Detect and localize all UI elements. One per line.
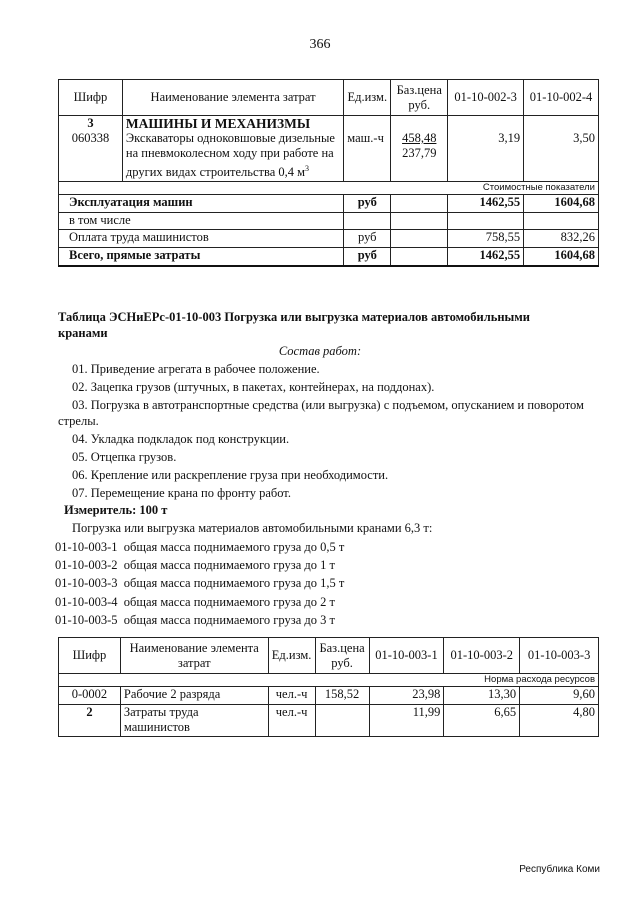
header-name: Наименование элемента затрат [122,80,343,116]
row-unit: руб [344,230,391,248]
row-name: Рабочие 2 разряда [120,687,268,705]
work-item: 02. Зацепка грузов (штучных, в пакетах, контейнерах, на поддонах). [72,380,435,394]
list-item-text: общая масса поднимаемого груза до 3 т [123,613,335,627]
item-value-1: 3,19 [448,116,524,182]
work-item: 07. Перемещение крана по фронту работ. [72,486,291,500]
row-unit: чел.-ч [268,687,315,705]
resource-table-1 [58,79,599,267]
header-code: Шифр [59,80,123,116]
cost-label: Стоимостные показатели [59,182,599,195]
list-item-text: общая масса поднимаемого груза до 1,5 т [123,576,345,590]
table-heading [58,309,578,341]
row-name-line: машинистов [123,720,190,734]
table-row [59,213,599,230]
list-item [55,557,335,573]
table-header-row [59,80,599,116]
table-row [59,195,599,213]
resource-table-2 [58,637,599,737]
work-item: 04. Укладка подкладок под конструкции. [72,432,290,446]
works-title: Состав работ: [278,344,362,358]
row-value-2: 832,26 [524,230,599,248]
row-value-2: 13,30 [444,687,520,705]
row-unit: руб [344,195,391,213]
list-item-code: 01-10-003-3 [55,576,118,590]
header-price: Баз.цена руб. [391,80,448,116]
item-unit: маш.-ч [344,116,391,182]
list-item-code: 01-10-003-5 [55,613,118,627]
list-item-text: общая масса поднимаемого груза до 0,5 т [123,540,345,554]
row-name: в том числе [59,213,344,230]
item-name-line: Экскаваторы одноковшовые дизельные [125,131,335,145]
header-price: Баз.цена руб. [315,638,369,674]
row-value-1: 1462,55 [448,195,524,213]
row-price [315,705,369,737]
row-value-1: 1462,55 [448,248,524,266]
item-name-line: на пневмоколесном ходу при работе на [125,146,334,160]
list-item [55,594,335,610]
section-title: МАШИНЫ И МЕХАНИЗМЫ [125,116,311,131]
row-code: 2 [59,705,121,737]
row-value-2: 1604,68 [524,195,599,213]
header-col-1: 01-10-002-3 [448,80,524,116]
section-code: 3 [87,116,94,130]
header-col-2: 01-10-003-2 [444,638,520,674]
table-row [59,705,599,737]
table-header-row [59,638,599,674]
item-name-sup: 3 [305,164,310,173]
work-item: 06. Крепление или раскрепление груза при необходимости. [72,468,389,482]
header-name: Наименование элемента затрат [120,638,268,674]
list-item [55,612,335,628]
header-unit: Ед.изм. [344,80,391,116]
list-item [55,575,344,591]
list-item [55,539,344,555]
row-value-3: 9,60 [520,687,599,705]
header-col-1: 01-10-003-1 [369,638,444,674]
norm-label: Норма расхода ресурсов [59,674,599,687]
footer-region: Республика Коми [519,864,600,875]
work-item: 01. Приведение агрегата в рабочее положение. [72,362,320,376]
item-name-line: других видах строительства 0,4 м [125,165,306,180]
table-row [59,687,599,705]
row-unit: чел.-ч [268,705,315,737]
row-value-1: 758,55 [448,230,524,248]
work-item: стрелы. [58,414,99,428]
list-item-code: 01-10-003-4 [55,595,118,609]
header-unit: Ед.изм. [268,638,315,674]
item-price-2: 237,79 [402,146,437,160]
row-value-3: 4,80 [520,705,599,737]
row-name: Эксплуатация машин [59,195,344,213]
measure-unit: Измеритель: 100 т [64,503,168,517]
row-unit: руб [344,248,391,266]
page-number: 366 [309,37,331,52]
row-value-1: 23,98 [369,687,444,705]
row-value-2: 6,65 [444,705,520,737]
header-code: Шифр [59,638,121,674]
list-item-text: общая масса поднимаемого груза до 2 т [123,595,335,609]
item-price-1: 458,48 [402,131,437,145]
list-item-code: 01-10-003-1 [55,540,118,554]
row-value-1: 11,99 [369,705,444,737]
work-item: 03. Погрузка в автотранспортные средства (или выгрузка) с подъемом, опусканием и поворотом [72,398,584,412]
table-heading-line: Таблица ЭСНиЕРс-01-10-003 Погрузка или выгрузка материалов автомобильными [58,310,531,324]
table-row [59,116,599,182]
row-price: 158,52 [315,687,369,705]
row-code: 0-0002 [59,687,121,705]
table-row [59,248,599,266]
row-name: Оплата труда машинистов [59,230,344,248]
list-item-text: общая масса поднимаемого груза до 1 т [123,558,335,572]
item-code: 060338 [71,131,110,145]
table-heading-line: кранами [58,326,108,340]
header-col-3: 01-10-003-3 [520,638,599,674]
work-item: 05. Отцепка грузов. [72,450,177,464]
header-col-2: 01-10-002-4 [524,80,599,116]
intro-text: Погрузка или выгрузка материалов автомобильными кранами 6,3 т: [72,521,433,535]
table-row [59,230,599,248]
row-name-line: Затраты труда [123,705,199,719]
item-value-2: 3,50 [524,116,599,182]
row-value-2: 1604,68 [524,248,599,266]
row-name: Всего, прямые затраты [59,248,344,266]
list-item-code: 01-10-003-2 [55,558,118,572]
